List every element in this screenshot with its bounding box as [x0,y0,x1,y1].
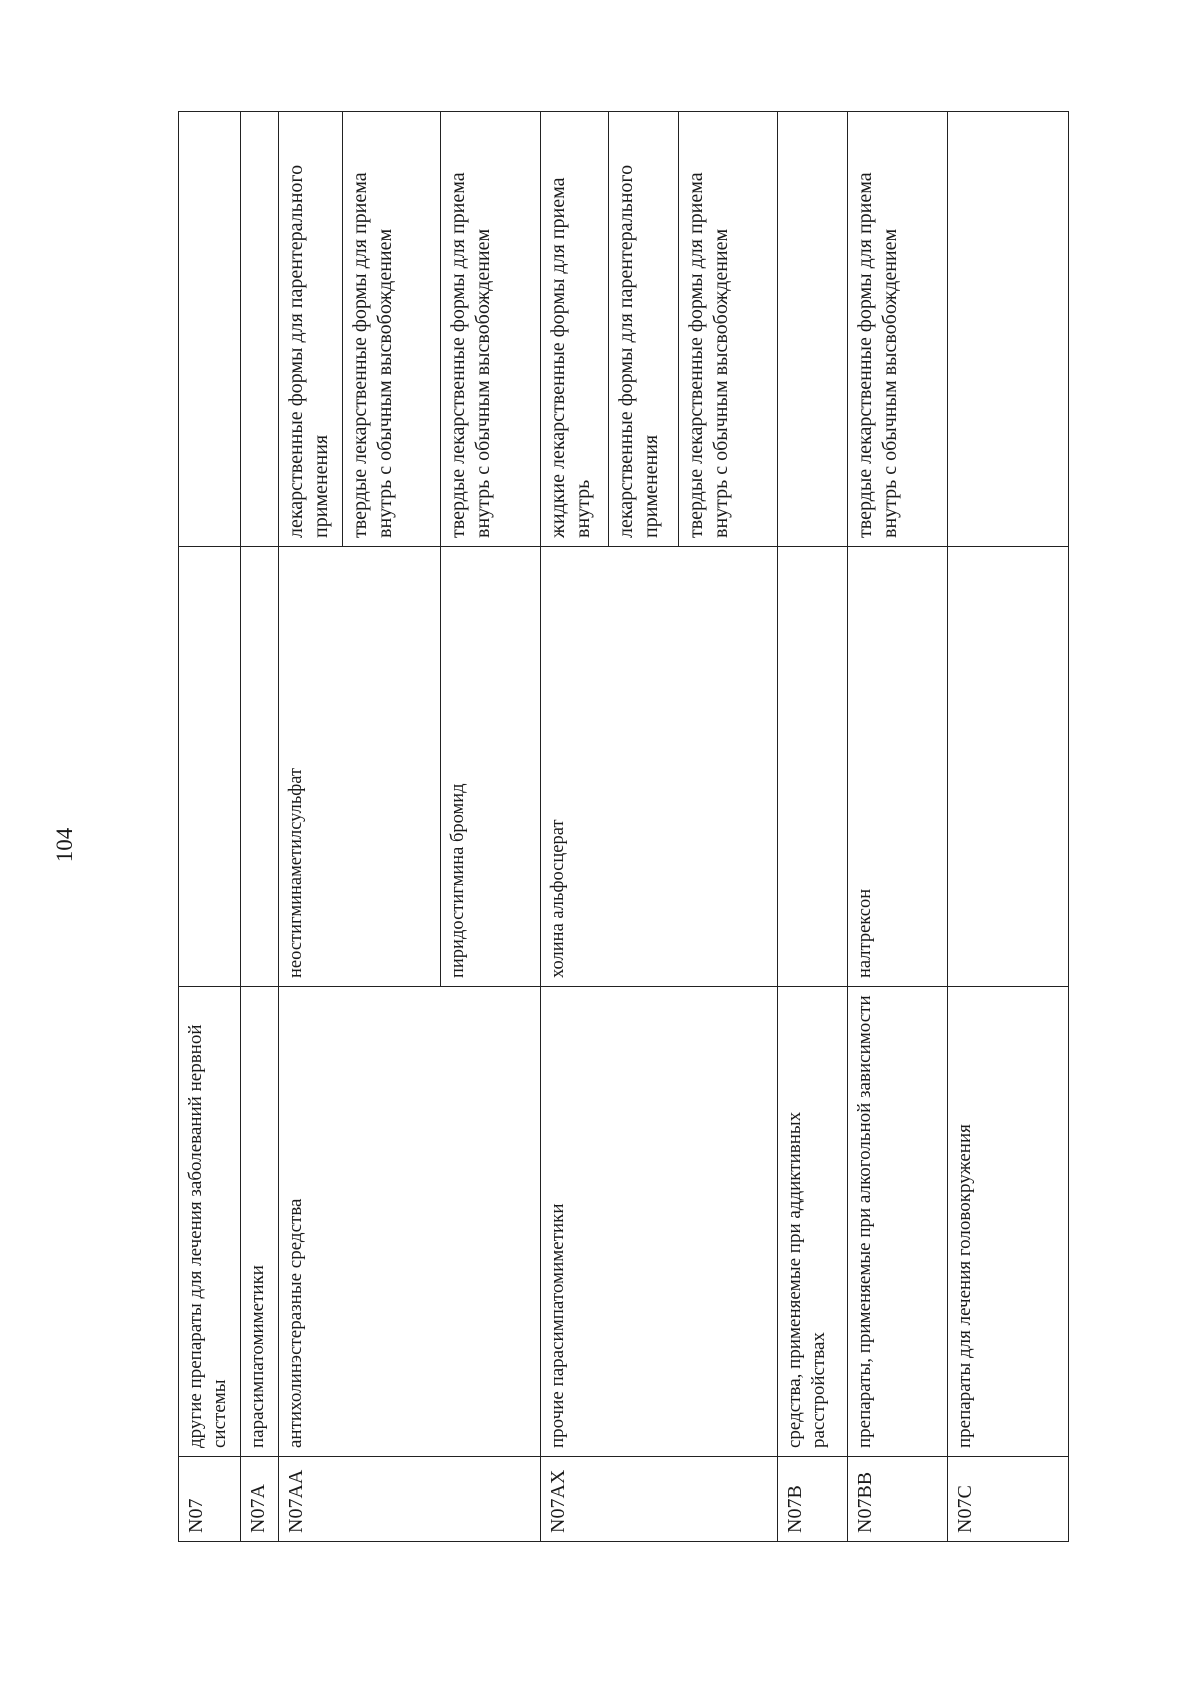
dosage-form: твердые лекарственные формы для приема внутрь с обычным высвобождением [441,112,541,547]
dosage-form [948,112,1069,547]
table-row [179,112,241,1542]
drug-name [241,547,279,987]
dosage-form: твердые лекарственные формы для приема внутрь с обычным высвобождением [343,112,441,547]
table-row [778,112,848,1542]
group-name: препараты для лечения головокружения [948,987,1069,1457]
group-name: средства, применяемые при аддиктивных расстройствах [778,987,848,1457]
drug-name [778,547,848,987]
table-row [279,112,343,1542]
dosage-form [241,112,279,547]
atc-code: N07B [778,1457,848,1542]
atc-code: N07A [241,1457,279,1542]
drug-name: холина альфосцерат [541,547,778,987]
atc-code: N07 [179,1457,241,1542]
atc-code: N07AA [279,1457,541,1542]
table-row [948,112,1069,1542]
group-name: другие препараты для лечения заболеваний нервной системы [179,987,241,1457]
drug-name: налтрексон [848,547,948,987]
table-row [241,112,279,1542]
drug-name: пиридостигмина бромид [441,547,541,987]
dosage-form [179,112,241,547]
drug-name [179,547,241,987]
dosage-form: жидкие лекарственные формы для приема внутрь [541,112,609,547]
table-row [541,112,609,1542]
group-name: антихолинэстеразные средства [279,987,541,1457]
table-row [848,112,948,1542]
group-name: прочие парасимпатомиметики [541,987,778,1457]
group-name: препараты, применяемые при алкогольной зависимости [848,987,948,1457]
dosage-form [778,112,848,547]
atc-code: N07BB [848,1457,948,1542]
drug-table [178,112,1068,1542]
dosage-form: лекарственные формы для парентерального применения [609,112,679,547]
atc-code: N07AX [541,1457,778,1542]
dosage-form: твердые лекарственные формы для приема внутрь с обычным высвобождением [679,112,778,547]
page-number: 104 [52,827,77,863]
drug-name [948,547,1069,987]
atc-code: N07C [948,1457,1069,1542]
group-name: парасимпатомиметики [241,987,279,1457]
dosage-form: лекарственные формы для парентерального применения [279,112,343,547]
drug-name: неостигминаметилсульфат [279,547,441,987]
dosage-form: твердые лекарственные формы для приема внутрь с обычным высвобождением [848,112,948,547]
